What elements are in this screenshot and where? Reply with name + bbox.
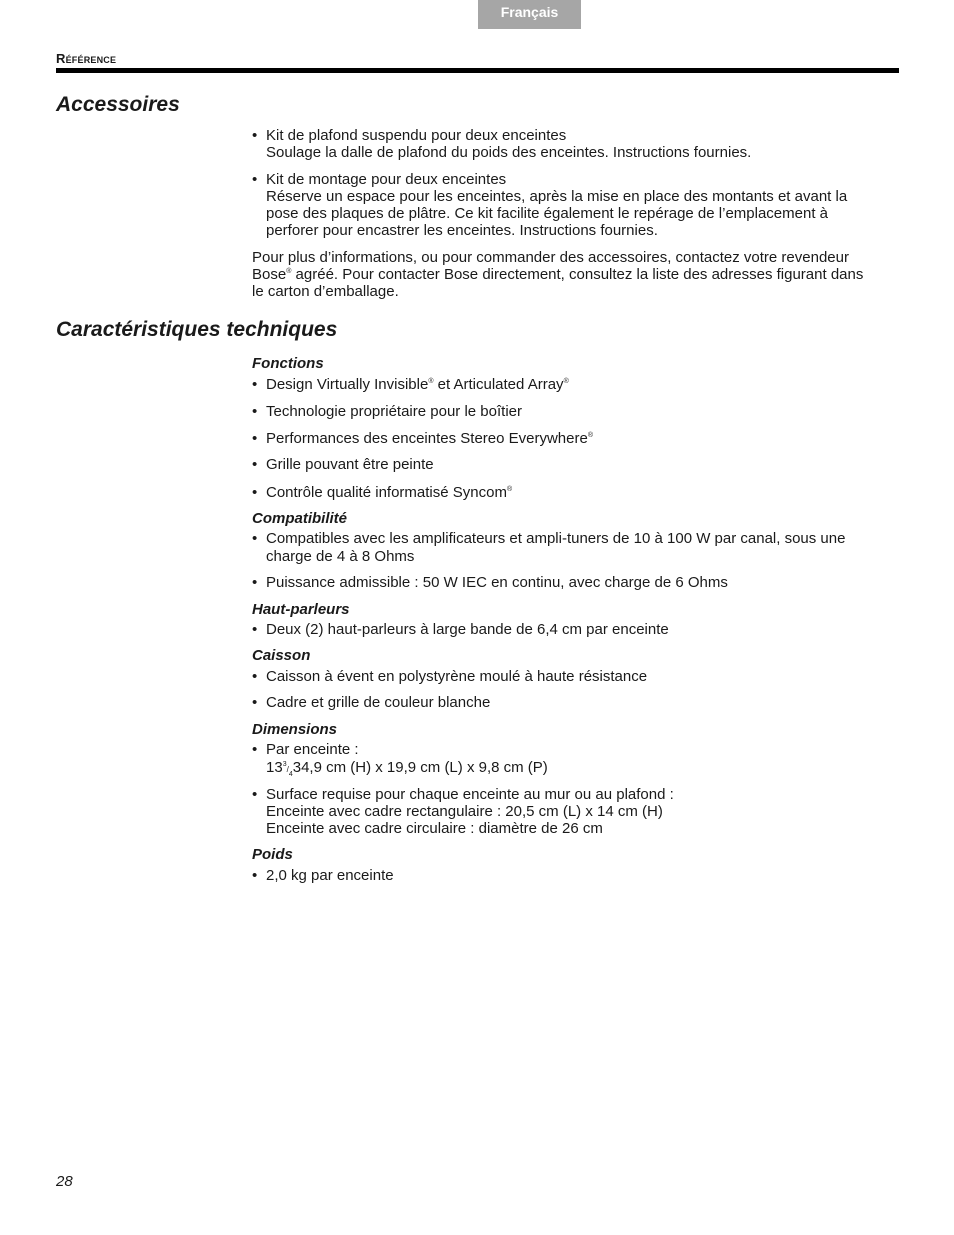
section-label: Référence xyxy=(56,51,117,66)
list-item: • Cadre et grille de couleur blanche xyxy=(252,694,490,711)
item-title: • Kit de plafond suspendu pour deux enceintes xyxy=(266,127,567,144)
specs-title: Caractéristiques techniques xyxy=(56,318,338,341)
list-item: • Puissance admissible : 50 W IEC en continu, avec charge de 6 Ohms xyxy=(252,574,728,591)
item-desc: Réserve un espace pour les enceintes, après la mise en place des montants et avant la xyxy=(266,188,848,205)
list-item: • Compatibles avec les amplificateurs et ampli-tuners de 10 à 100 W par canal, sous une charge de 4 à 8 Ohms xyxy=(252,530,902,565)
list-item: • Technologie propriétaire pour le boîtier xyxy=(252,403,522,420)
hautparleurs-heading: Haut-parleurs xyxy=(252,601,350,618)
item-desc: Soulage la dalle de plafond du poids des enceintes. Instructions fournies. xyxy=(266,144,752,161)
para-line: Bose® agréé. Pour contacter Bose directement, consultez la liste des adresses figurant dans xyxy=(252,266,864,283)
para-line: Pour plus d’informations, ou pour commander des accessoires, contactez votre revendeur xyxy=(252,249,849,266)
item-desc: perforer pour encastrer les enceintes. Instructions fournies. xyxy=(266,222,658,239)
list-item: • Design Virtually Invisible® et Articulated Array® xyxy=(252,376,569,393)
list-item: • Surface requise pour chaque enceinte au mur ou au plafond : Enceinte avec cadre rectangulaire : 20,5 cm (L) x 14 cm (H) Enceinte avec cadre circulaire : diamètre de 26 cm xyxy=(252,786,674,837)
item-desc: pose des plaques de plâtre. Ce kit facilite également le repérage de l’emplacement à xyxy=(266,205,829,222)
list-item: • Contrôle qualité informatisé Syncom® xyxy=(252,484,512,501)
list-item: • Deux (2) haut-parleurs à large bande de 6,4 cm par enceinte xyxy=(252,621,669,638)
para-line: le carton d’emballage. xyxy=(252,283,399,300)
item-title: • Kit de montage pour deux enceintes xyxy=(266,171,507,188)
list-item: • Performances des enceintes Stereo Everywhere® xyxy=(252,430,593,447)
list-item: • Par enceinte : $13^3/_434,9$ cm (H) x 19,9 cm (L) x 9,8 cm (P) xyxy=(252,741,548,778)
language-tab[interactable]: Français xyxy=(478,0,581,29)
poids-heading: Poids xyxy=(252,846,293,863)
page-number: 28 xyxy=(56,1173,73,1190)
list-item: • 2,0 kg par enceinte xyxy=(252,867,394,884)
compatibilite-heading: Compatibilité xyxy=(252,510,348,527)
registered-mark: ® xyxy=(286,268,292,275)
caisson-heading: Caisson xyxy=(252,647,311,664)
dimensions-heading: Dimensions xyxy=(252,721,338,738)
list-item: • Grille pouvant être peinte xyxy=(252,456,434,473)
list-item: • Caisson à évent en polystyrène moulé à haute résistance xyxy=(252,668,647,685)
accessoires-title: Accessoires xyxy=(56,93,180,116)
specs-content xyxy=(252,0,902,900)
fonctions-heading: Fonctions xyxy=(252,355,324,372)
